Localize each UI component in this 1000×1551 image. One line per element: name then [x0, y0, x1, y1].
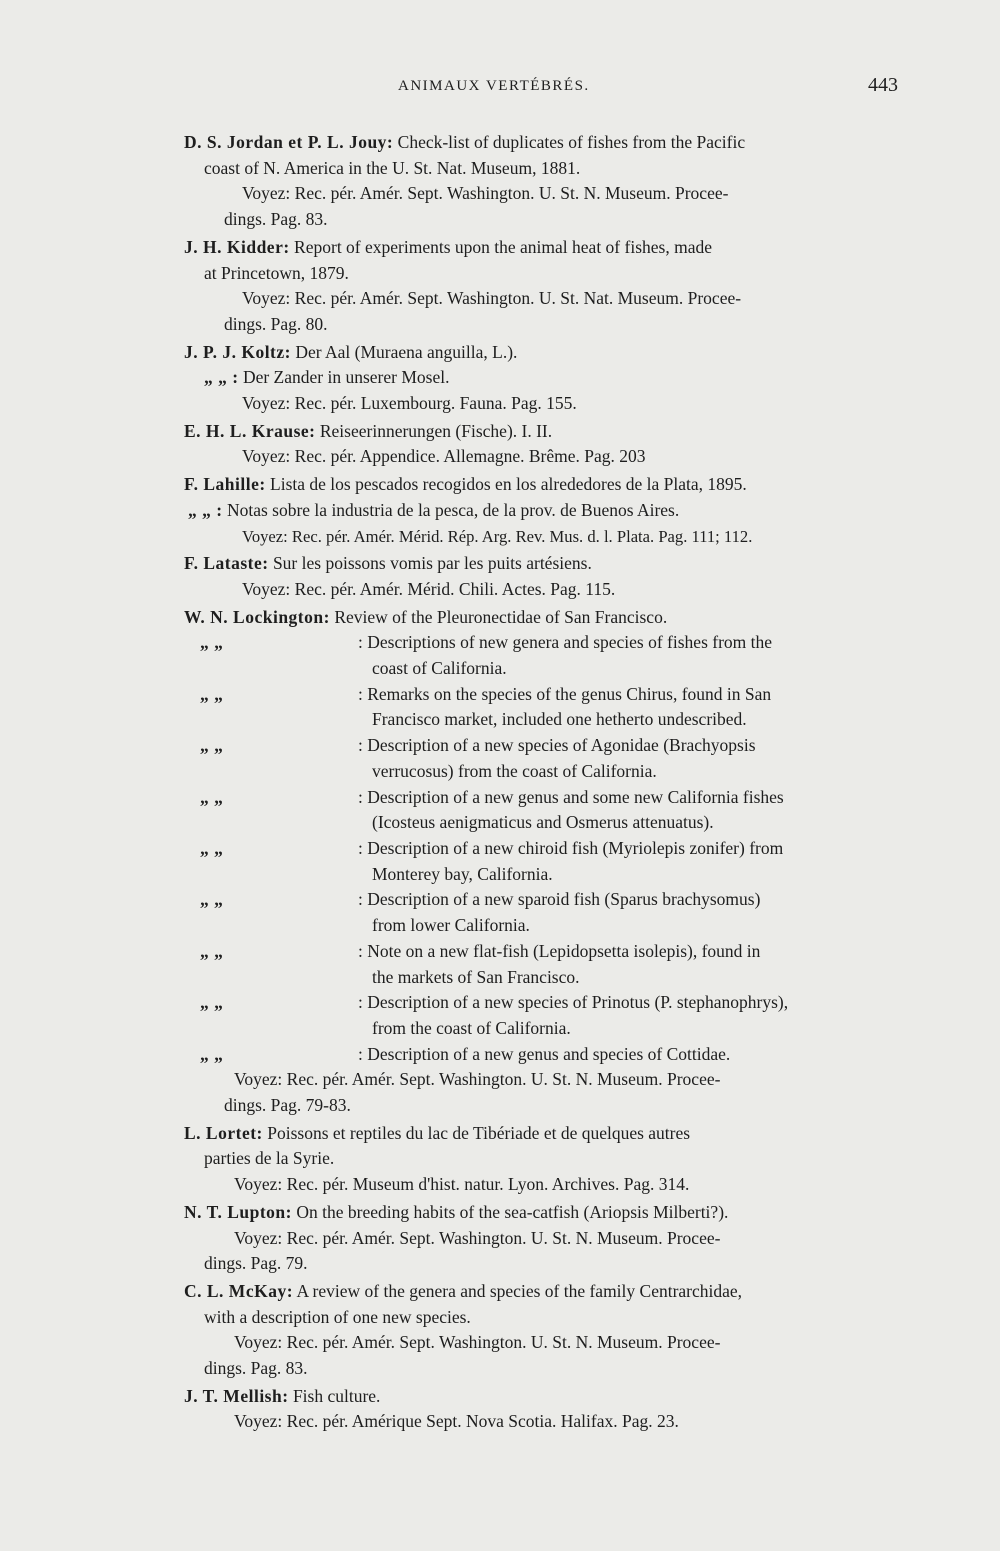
entry-jordan — [184, 130, 902, 233]
sub-entry-title: : Description of a new species of Prinotus (P. stephanophrys), — [358, 992, 789, 1013]
ditto-mark: „ „ — [200, 889, 224, 910]
entry-koltz — [184, 340, 902, 417]
entry-lahille — [184, 472, 902, 549]
ditto-mark: „ „ — [200, 992, 224, 1013]
sub-entry — [184, 682, 902, 733]
running-title: ANIMAUX VERTÉBRÉS. — [398, 78, 590, 94]
sub-entry-title: : Description of a new genus and species of Cottidae. — [358, 1043, 731, 1064]
ditto-mark: „ „ : — [204, 367, 239, 388]
sub-entry-title-cont: the markets of San Francisco. — [372, 966, 580, 987]
entry-voyez-cont: dings. Pag. 83. — [204, 1358, 308, 1379]
sub-entry-title: : Description of a new species of Agonidae (Brachyopsis — [358, 735, 756, 756]
ditto-mark: „ „ : — [188, 499, 223, 520]
entry-author: J. P. J. Koltz: — [184, 341, 291, 362]
sub-entry-title: : Note on a new flat-fish (Lepidopsetta isolepis), found in — [358, 940, 761, 961]
sub-entry — [184, 887, 902, 938]
entry-voyez: Voyez: Rec. pér. Museum d'hist. natur. Lyon. Archives. Pag. 314. — [234, 1174, 690, 1195]
entry-title: Notas sobre la industria de la pesca, de la prov. de Buenos Aires. — [226, 499, 680, 520]
sub-entry-title-cont: verrucosus) from the coast of California. — [372, 760, 657, 781]
entry-author: J. H. Kidder: — [184, 236, 290, 257]
entry-voyez-cont: dings. Pag. 83. — [224, 209, 328, 230]
entry-author: L. Lortet: — [184, 1122, 263, 1143]
entry-voyez: Voyez: Rec. pér. Amér. Sept. Washington. U. St. N. Museum. Procee- — [234, 1332, 721, 1353]
entry-voyez: Voyez: Rec. pér. Appendice. Allemagne. Brême. Pag. 203 — [242, 446, 646, 467]
sub-entry-title: : Descriptions of new genera and species of fishes from the — [358, 632, 773, 653]
sub-entry-title: : Description of a new chiroid fish (Myriolepis zonifer) from — [358, 837, 784, 858]
entry-author: C. L. McKay: — [184, 1280, 294, 1301]
sub-entry-title-cont: Francisco market, included one hetherto undescribed. — [372, 709, 747, 730]
bibliography-entries — [184, 130, 902, 1437]
entry-title-cont: parties de la Syrie. — [204, 1148, 335, 1169]
entry-voyez-cont: dings. Pag. 79. — [204, 1253, 308, 1274]
entry-title: Der Zander in unserer Mosel. — [242, 367, 450, 388]
entry-title: Lista de los pescados recogidos en los alrededores de la Plata, 1895. — [270, 474, 747, 495]
sub-entry-title-cont: coast of California. — [372, 658, 507, 679]
sub-entry — [184, 733, 902, 784]
sub-entry-title: : Description of a new genus and some new California fishes — [358, 786, 784, 807]
sub-entry — [184, 1042, 902, 1068]
sub-entry-list — [184, 630, 902, 1067]
sub-entry-title: : Description of a new sparoid fish (Sparus brachysomus) — [358, 889, 761, 910]
entry-voyez: Voyez: Rec. pér. Amér. Sept. Washington. U. St. N. Museum. Procee- — [234, 1069, 721, 1090]
entry-title: Sur les poissons vomis par les puits artésiens. — [272, 553, 592, 574]
sub-entry — [184, 836, 902, 887]
entry-voyez: Voyez: Rec. pér. Amér. Sept. Washington. U. St. N. Museum. Procee- — [234, 1227, 721, 1248]
entry-author: F. Lataste: — [184, 553, 269, 574]
sub-entry — [184, 785, 902, 836]
entry-mellish — [184, 1384, 902, 1435]
entry-title: Report of experiments upon the animal heat of fishes, made — [294, 236, 712, 257]
entry-title: Reiseerinnerungen (Fische). I. II. — [319, 420, 553, 441]
ditto-mark: „ „ — [200, 786, 224, 807]
entry-title-cont: coast of N. America in the U. St. Nat. Museum, 1881. — [204, 157, 581, 178]
ditto-mark: „ „ — [200, 837, 224, 858]
entry-author: D. S. Jordan et P. L. Jouy: — [184, 132, 394, 152]
entry-mckay — [184, 1279, 902, 1382]
entry-author: N. T. Lupton: — [184, 1201, 292, 1222]
entry-lataste — [184, 551, 902, 602]
entry-voyez: Voyez: Rec. pér. Amérique Sept. Nova Scotia. Halifax. Pag. 23. — [234, 1411, 679, 1432]
entry-title: Review of the Pleuronectidae of San Francisco. — [334, 606, 668, 627]
entry-title: Poissons et reptiles du lac de Tibériade et de quelques autres — [267, 1122, 691, 1143]
entry-lockington — [184, 605, 902, 1119]
entry-krause — [184, 419, 902, 470]
sub-entry — [184, 630, 902, 681]
ditto-mark: „ „ — [200, 735, 224, 756]
entry-author: E. H. L. Krause: — [184, 420, 316, 441]
ditto-mark: „ „ — [200, 632, 224, 653]
page-number: 443 — [868, 74, 898, 96]
sub-entry-title-cont: from the coast of California. — [372, 1017, 571, 1038]
entry-voyez: Voyez: Rec. pér. Amér. Sept. Washington. U. St. N. Museum. Procee- — [242, 183, 729, 204]
entry-lortet — [184, 1121, 902, 1198]
ditto-mark: „ „ — [200, 683, 224, 704]
entry-voyez: Voyez: Rec. pér. Amér. Mérid. Rép. Arg. Rev. Mus. d. l. Plata. Pag. 111; 112. — [242, 526, 753, 546]
entry-author: J. T. Mellish: — [184, 1385, 289, 1406]
entry-voyez: Voyez: Rec. pér. Amér. Sept. Washington. U. St. Nat. Museum. Procee- — [242, 288, 742, 309]
entry-title-cont: with a description of one new species. — [204, 1306, 471, 1327]
sub-entry-title-cont: Monterey bay, California. — [372, 863, 553, 884]
entry-title: A review of the genera and species of the family Centrarchidae, — [296, 1280, 743, 1301]
entry-voyez-cont: dings. Pag. 80. — [224, 313, 328, 334]
sub-entry-title: : Remarks on the species of the genus Chirus, found in San — [358, 683, 772, 704]
sub-entry-title-cont: from lower California. — [372, 915, 530, 936]
entry-author: W. N. Lockington: — [184, 606, 330, 627]
ditto-mark: „ „ — [200, 940, 224, 961]
sub-entry — [184, 939, 902, 990]
ditto-mark: „ „ — [200, 1043, 224, 1064]
entry-voyez: Voyez: Rec. pér. Amér. Mérid. Chili. Actes. Pag. 115. — [242, 578, 616, 599]
entry-title: On the breeding habits of the sea-catfish (Ariopsis Milberti?). — [296, 1201, 729, 1222]
sub-entry — [184, 990, 902, 1041]
entry-author: F. Lahille: — [184, 474, 266, 495]
sub-entry-title-cont: (Icosteus aenigmaticus and Osmerus attenuatus). — [372, 812, 714, 833]
entry-kidder — [184, 235, 902, 338]
entry-voyez: Voyez: Rec. pér. Luxembourg. Fauna. Pag. 155. — [242, 393, 577, 414]
entry-title: Fish culture. — [292, 1385, 381, 1406]
entry-voyez-cont: dings. Pag. 79-83. — [224, 1095, 351, 1116]
entry-title: Der Aal (Muraena anguilla, L.). — [295, 341, 518, 362]
entry-title: Check-list of duplicates of fishes from the Pacific — [397, 132, 746, 152]
entry-title-cont: at Princetown, 1879. — [204, 262, 349, 283]
entry-lupton — [184, 1200, 902, 1277]
